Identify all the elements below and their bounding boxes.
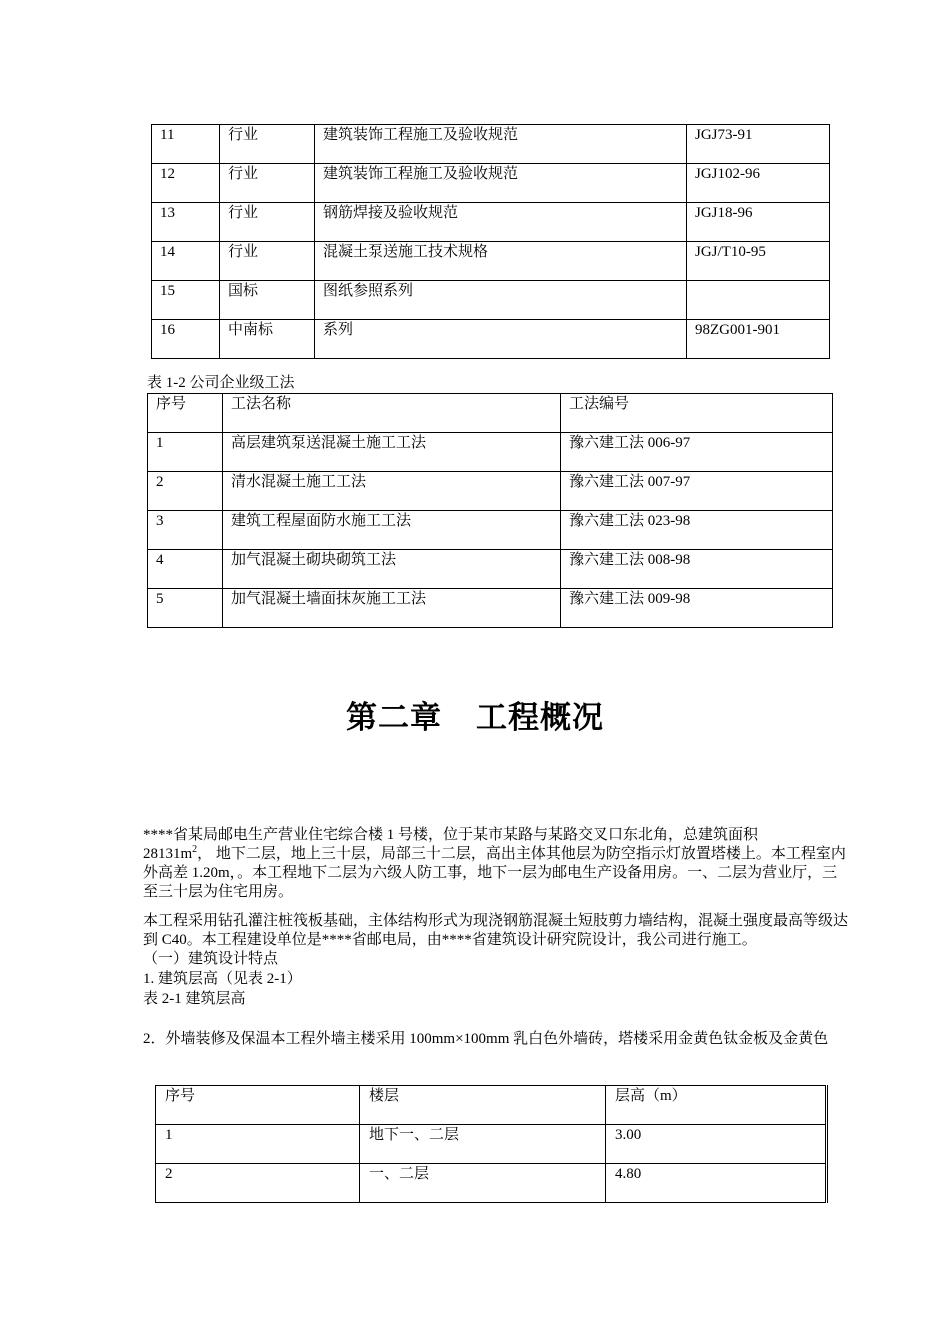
table-row (152, 281, 830, 320)
table-cell: 行业 (220, 203, 315, 242)
chapter-number: 第二章 (346, 700, 442, 736)
table-cell: 3.00 (606, 1125, 827, 1164)
table-cell: 2 (156, 1164, 360, 1203)
area-unit-superscript: 2 (192, 844, 198, 855)
table-cell: 系列 (315, 320, 687, 359)
table-header-row (156, 1086, 827, 1125)
table-cell (687, 281, 830, 320)
list-item: 1. 建筑层高（见表 2-1） (143, 971, 302, 987)
table-header-row (148, 394, 833, 433)
column-header: 工法名称 (223, 394, 561, 433)
table-row (152, 164, 830, 203)
table-cell: 豫六建工法 023-98 (561, 511, 833, 550)
table-cell: 清水混凝土施工工法 (223, 472, 561, 511)
column-header: 序号 (156, 1086, 360, 1125)
table-cell: 一、二层 (360, 1164, 606, 1203)
table-cell: 图纸参照系列 (315, 281, 687, 320)
table-cell: 加气混凝土墙面抹灰施工工法 (223, 589, 561, 628)
area-value: 28131m (143, 846, 193, 862)
table-row (156, 1164, 827, 1203)
table-cell: 中南标 (220, 320, 315, 359)
intro-line: ****省某局邮电生产营业住宅综合楼 1 号楼，位于某市某路与某路交叉口东北角，总建筑面积 (143, 827, 759, 843)
table-cell: 4 (148, 550, 223, 589)
intro-paragraph (143, 826, 850, 902)
table-cell: 混凝土泵送施工技术规格 (315, 242, 687, 281)
table-cell: 国标 (220, 281, 315, 320)
methods-table (147, 393, 833, 628)
table-caption: 表 1-2 公司企业级工法 (147, 375, 295, 391)
column-header: 楼层 (360, 1086, 606, 1125)
table-cell: 98ZG001-901 (687, 320, 830, 359)
table-cell: 豫六建工法 007-97 (561, 472, 833, 511)
table-cell: 豫六建工法 006-97 (561, 433, 833, 472)
table-cell: 1 (156, 1125, 360, 1164)
table-row (148, 589, 833, 628)
table-cell: 行业 (220, 164, 315, 203)
table-cell: 2 (148, 472, 223, 511)
table-row (152, 203, 830, 242)
table-cell: 16 (152, 320, 220, 359)
table-row (148, 472, 833, 511)
table-row (148, 433, 833, 472)
section-heading: （一）建筑设计特点 (143, 951, 279, 967)
standards-table (151, 124, 830, 359)
table-cell: 14 (152, 242, 220, 281)
table-cell: JGJ/T10-95 (687, 242, 830, 281)
intro-text: ， 地下二层，地上三十层，局部三十二层，高出主体其他层为防空指示灯放置塔楼上。本工程室内外高差 1.20m，。本工程地下二层为六级人防工事，地下一层为邮电生产设备用房。一、二层为营业厅，三至三十层为住宅用房。 (143, 846, 846, 900)
table-cell: 3 (148, 511, 223, 550)
table-row (152, 242, 830, 281)
column-header: 层高（m） (606, 1086, 827, 1125)
table-cell: 建筑工程屋面防水施工工法 (223, 511, 561, 550)
table-row (152, 320, 830, 359)
chapter-name: 工程概况 (476, 700, 604, 736)
table-row (148, 550, 833, 589)
table-cell: 4.80 (606, 1164, 827, 1203)
table-cell: 豫六建工法 009-98 (561, 589, 833, 628)
column-header: 序号 (148, 394, 223, 433)
table-cell: 13 (152, 203, 220, 242)
table-cell: 1 (148, 433, 223, 472)
table-cell: 11 (152, 125, 220, 164)
table-cell: 豫六建工法 008-98 (561, 550, 833, 589)
list-item: 2．外墙装修及保温本工程外墙主楼采用 100mm×100mm 乳白色外墙砖，塔楼采用金黄色钛金板及金黄色 (143, 1031, 829, 1047)
table-cell: 钢筋焊接及验收规范 (315, 203, 687, 242)
table-cell: 15 (152, 281, 220, 320)
structure-paragraph: 本工程采用钻孔灌注桩筏板基础，主体结构形式为现浇钢筋混凝土短肢剪力墙结构，混凝土强度最高等级达到 C40。本工程建设单位是****省邮电局，由****省建筑设计研究院设计，我公司进行施工。 (143, 913, 849, 948)
column-header: 工法编号 (561, 394, 833, 433)
floor-heights-table (155, 1085, 828, 1203)
table-caption: 表 2-1 建筑层高 (143, 991, 246, 1007)
table-cell: 行业 (220, 125, 315, 164)
table-cell: 12 (152, 164, 220, 203)
table-cell: 高层建筑泵送混凝土施工工法 (223, 433, 561, 472)
table-cell: JGJ73-91 (687, 125, 830, 164)
table-cell: 建筑装饰工程施工及验收规范 (315, 125, 687, 164)
table-row (148, 511, 833, 550)
table-cell: 行业 (220, 242, 315, 281)
table-cell: 地下一、二层 (360, 1125, 606, 1164)
table-cell: JGJ102-96 (687, 164, 830, 203)
chapter-title (0, 698, 950, 738)
table-row (152, 125, 830, 164)
table-cell: 建筑装饰工程施工及验收规范 (315, 164, 687, 203)
table-row (156, 1125, 827, 1164)
table-cell: 5 (148, 589, 223, 628)
table-cell: JGJ18-96 (687, 203, 830, 242)
table-cell: 加气混凝土砌块砌筑工法 (223, 550, 561, 589)
